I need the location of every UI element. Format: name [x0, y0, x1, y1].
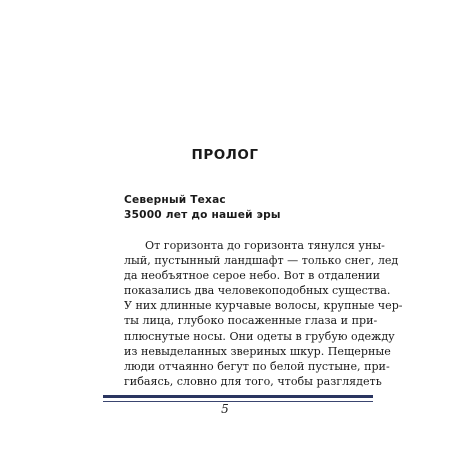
chapter-title: ПРОЛОГ: [191, 147, 259, 163]
body-line: показались два человекоподобных существа.: [124, 284, 391, 298]
body-line: из невыделанных звериных шкур. Пещерные: [124, 344, 391, 358]
page-number: 5: [221, 402, 229, 416]
body-paragraph: [124, 238, 403, 389]
body-line: люди отчаянно бегут по белой пустыне, при-: [124, 359, 390, 373]
body-line: плюснутые носы. Они одеты в грубую одежду: [124, 329, 395, 343]
body-line: У них длинные курчавые волосы, крупные чер-: [124, 299, 403, 313]
body-line: ты лица, глубоко посаженные глаза и при-: [124, 314, 378, 328]
body-line: От горизонта до горизонта тянулся уны-: [145, 239, 385, 252]
footer-rule-thick: [103, 395, 373, 398]
body-line: да необъятное серое небо. Вот в отдалении: [124, 269, 380, 283]
heading-location: Северный Техас: [124, 194, 226, 206]
body-line: лый, пустынный ландшафт — только снег, лед: [124, 254, 399, 268]
heading-date: 35000 лет до нашей эры: [124, 209, 281, 221]
body-line: гибаясь, словно для того, чтобы разглядеть: [124, 374, 382, 388]
section-heading: [124, 193, 344, 223]
